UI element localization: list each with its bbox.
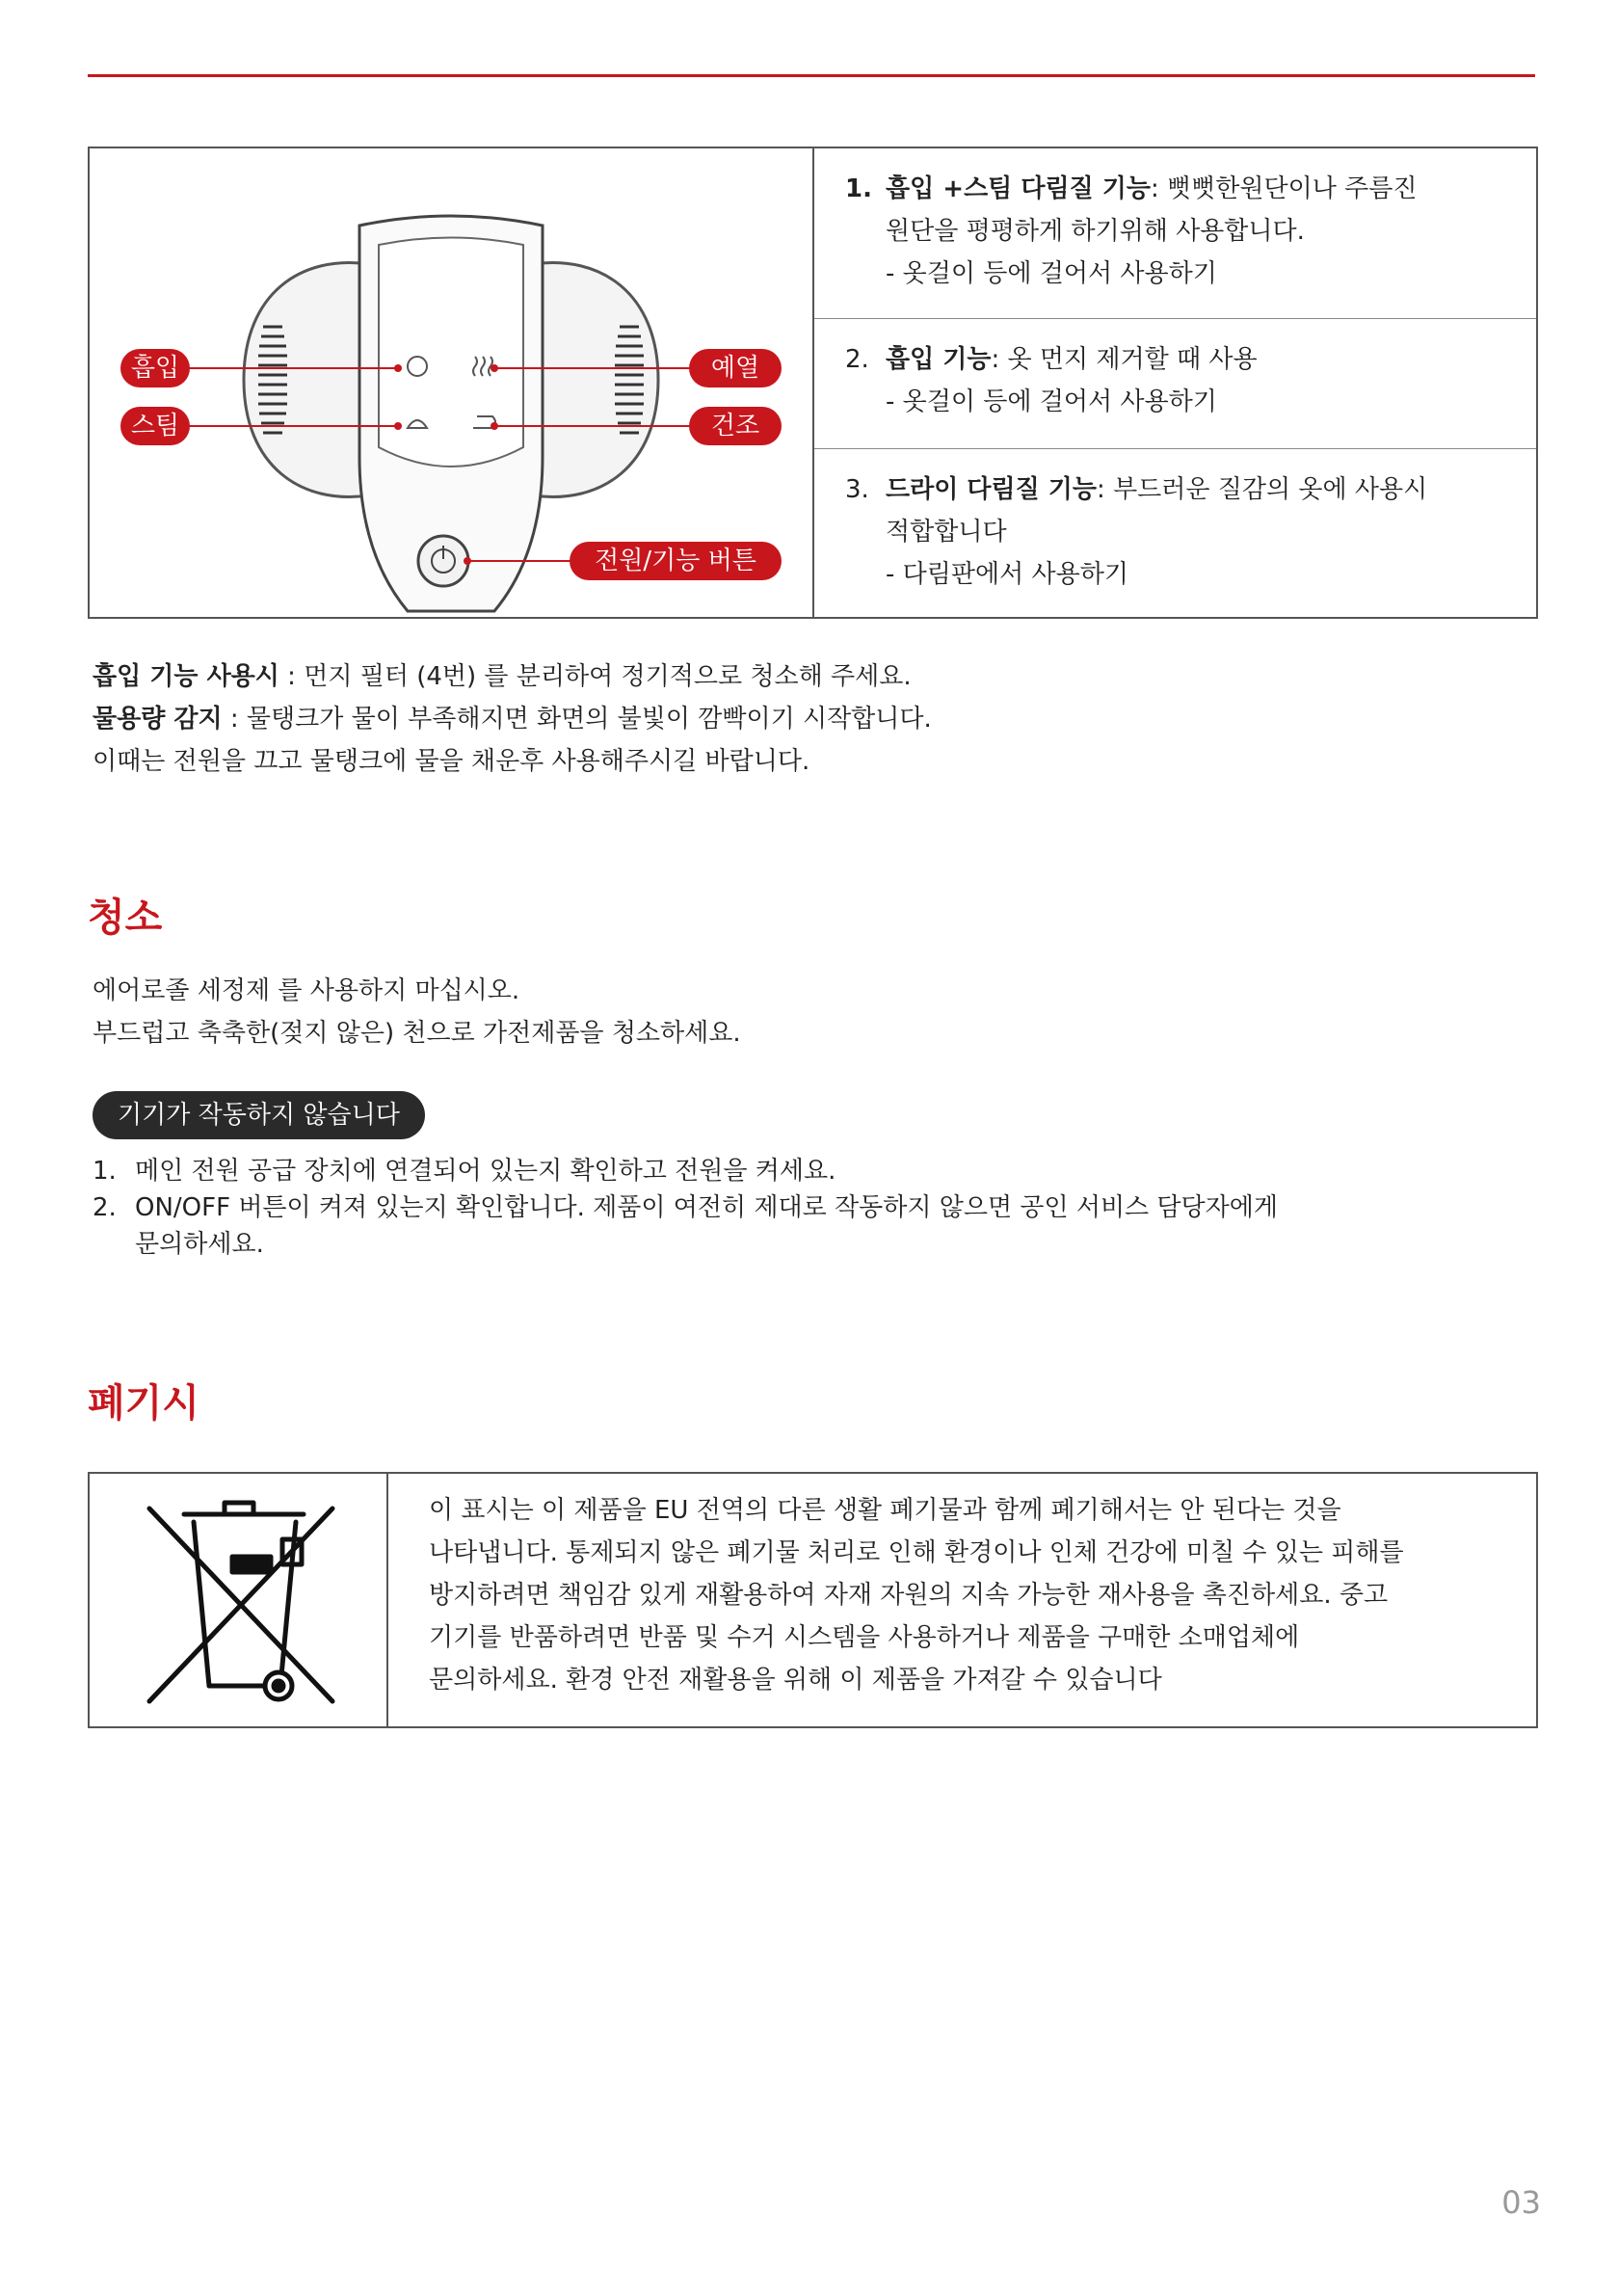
note-suction-label: 흡입 기능 사용시 [93, 662, 279, 691]
feature-number: 1. [845, 174, 872, 203]
label-dry: 건조 [689, 407, 782, 445]
disposal-line: 이 표시는 이 제품을 EU 전역의 다른 생활 폐기물과 함께 폐기해서는 안 된다는 것을 [429, 1496, 1341, 1525]
disposal-icon-cell [90, 1474, 388, 1726]
trouble-item-2 [93, 1189, 1278, 1263]
feature-desc: : 부드러운 질감의 옷에 사용시 [1097, 475, 1428, 504]
feature-item-1 [814, 148, 1536, 319]
trouble-text: ON/OFF 버튼이 켜져 있는지 확인합니다. 제품이 여전히 제대로 작동하지 않으면 공인 서비스 담당자에게 [135, 1193, 1279, 1222]
crossed-out-bin-icon [90, 1474, 385, 1726]
feature-item-2 [814, 319, 1536, 449]
trouble-text: 메인 전원 공급 장치에 연결되어 있는지 확인하고 전원을 켜세요. [135, 1157, 836, 1186]
feature-desc: 적합합니다 [886, 518, 1007, 547]
feature-list [814, 148, 1536, 617]
cleaning-text [93, 970, 741, 1055]
disposal-line: 문의하세요. 환경 안전 재활용을 위해 이 제품을 가져갈 수 있습니다 [429, 1666, 1162, 1695]
device-illustration [90, 148, 814, 617]
cleaning-line: 에어로졸 세정제 를 사용하지 마십시오. [93, 976, 520, 1005]
feature-desc: 원단을 평평하게 하기위해 사용합니다. [886, 217, 1305, 246]
note-water-followup: 이때는 전원을 끄고 물탱크에 물을 채운후 사용해주시길 바랍니다. [93, 747, 810, 776]
section-title-cleaning: 청소 [88, 895, 163, 940]
label-steam: 스팀 [120, 407, 190, 445]
feature-number: 3. [845, 475, 869, 504]
section-title-disposal: 폐기시 [88, 1381, 199, 1426]
feature-title: 흡입 기능 [886, 345, 992, 374]
feature-usage: - 옷걸이 등에 걸어서 사용하기 [886, 259, 1217, 288]
note-water-label: 물용량 감지 [93, 705, 223, 734]
feature-item-3 [814, 449, 1536, 617]
feature-desc: : 뻣뻣한원단이나 주름진 [1151, 174, 1418, 203]
trouble-number: 1. [93, 1157, 117, 1186]
feature-title: 흡입 +스팀 다림질 기능 [886, 174, 1151, 203]
top-red-rule [88, 74, 1535, 77]
cleaning-line: 부드럽고 축축한(젖지 않은) 천으로 가전제품을 청소하세요. [93, 1019, 741, 1048]
trouble-list [93, 1153, 1278, 1263]
disposal-table [88, 1472, 1538, 1728]
trouble-item-1 [93, 1153, 1278, 1189]
trouble-heading-pill: 기기가 작동하지 않습니다 [93, 1091, 425, 1139]
disposal-text [429, 1489, 1508, 1701]
feature-table [88, 147, 1538, 619]
page-number: 03 [1501, 2184, 1541, 2221]
disposal-line: 나타냅니다. 통제되지 않은 폐기물 처리로 인해 환경이나 인체 건강에 미칠 수 있는 피해를 [429, 1538, 1404, 1567]
usage-notes [93, 655, 932, 783]
disposal-line: 기기를 반품하려면 반품 및 수거 시스템을 사용하거나 제품을 구매한 소매업체에 [429, 1623, 1300, 1652]
feature-usage: - 다림판에서 사용하기 [886, 560, 1128, 589]
note-suction-text: : 먼지 필터 (4번) 를 분리하여 정기적으로 청소해 주세요. [279, 662, 912, 691]
disposal-line: 방지하려면 책임감 있게 재활용하여 자재 자원의 지속 가능한 재사용을 촉진하세요. 중고 [429, 1581, 1389, 1610]
feature-number: 2. [845, 345, 869, 374]
feature-desc: : 옷 먼지 제거할 때 사용 [991, 345, 1258, 374]
feature-usage: - 옷걸이 등에 걸어서 사용하기 [886, 387, 1217, 416]
label-suction: 흡입 [120, 349, 190, 387]
label-preheat: 예열 [689, 349, 782, 387]
note-water-text: : 물탱크가 물이 부족해지면 화면의 불빛이 깜빡이기 시작합니다. [222, 705, 932, 734]
trouble-text: 문의하세요. [135, 1230, 264, 1259]
label-power-button: 전원/기능 버튼 [570, 542, 782, 580]
trouble-number: 2. [93, 1193, 117, 1222]
feature-title: 드라이 다림질 기능 [886, 475, 1098, 504]
